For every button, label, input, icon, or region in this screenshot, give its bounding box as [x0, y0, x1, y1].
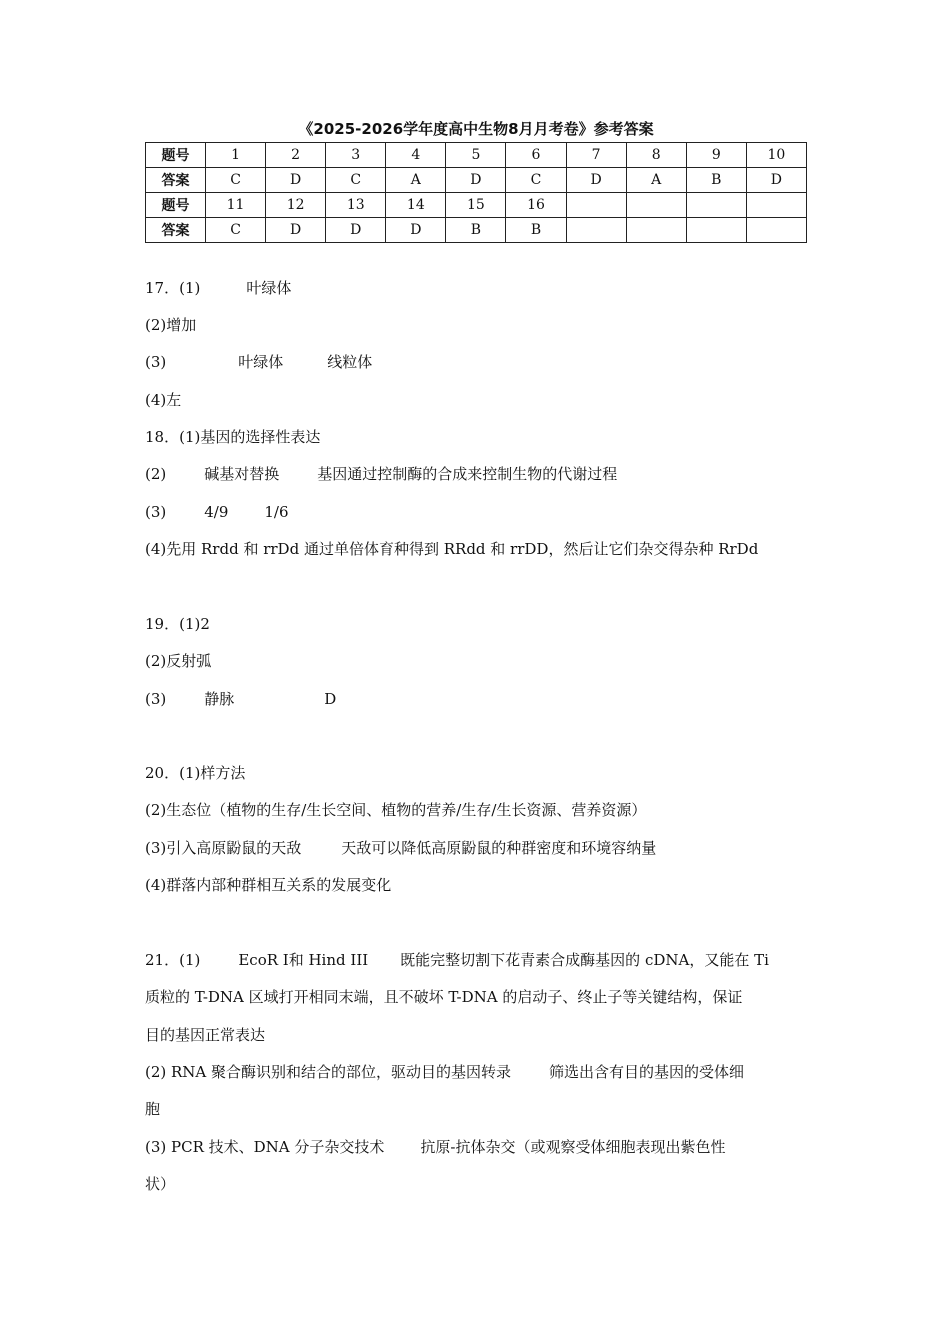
- q18-line2: [145, 464, 617, 484]
- q21-line7: 状）: [145, 1175, 176, 1193]
- table-cell: [626, 218, 686, 243]
- answer-number: (3): [145, 353, 167, 371]
- answer-text: D: [324, 690, 337, 708]
- answer-text: 线粒体: [327, 353, 373, 371]
- q17-line3: [145, 352, 372, 372]
- table-cell: [746, 218, 806, 243]
- table-cell: D: [446, 168, 506, 193]
- q20-line1: 20．(1)样方法: [145, 764, 246, 782]
- table-cell: B: [446, 218, 506, 243]
- table-row: [146, 168, 807, 193]
- table-cell: 10: [746, 143, 806, 168]
- answer-number: (3): [145, 503, 167, 521]
- table-cell: C: [206, 168, 266, 193]
- table-cell: 1: [206, 143, 266, 168]
- table-cell: D: [386, 218, 446, 243]
- table-cell: [686, 193, 746, 218]
- answer-text: 天敌可以降低高原鼢鼠的种群密度和环境容纳量: [341, 839, 657, 857]
- q20-line2: (2)生态位（植物的生存/生长空间、植物的营养/生存/生长资源、营养资源）: [145, 801, 647, 819]
- q19-line2: (2)反射弧: [145, 652, 212, 670]
- answer-text: 叶绿体: [246, 279, 292, 297]
- answer-number: 17．(1): [145, 279, 201, 297]
- table-cell: 14: [386, 193, 446, 218]
- table-cell: D: [326, 218, 386, 243]
- table-cell: D: [266, 168, 326, 193]
- table-cell: 9: [686, 143, 746, 168]
- q18-line4: (4)先用 Rrdd 和 rrDd 通过单倍体育种得到 RRdd 和 rrDD，然后让它们杂交得杂种 RrDd: [145, 540, 759, 558]
- table-row: [146, 143, 807, 168]
- q21-line4: [145, 1062, 744, 1082]
- row-header: 答案: [146, 168, 206, 193]
- table-cell: 2: [266, 143, 326, 168]
- q20-line3: [145, 838, 656, 858]
- table-cell: 8: [626, 143, 686, 168]
- answer-text: (2) RNA 聚合酶识别和结合的部位，驱动目的基因转录: [145, 1063, 512, 1081]
- q19-line1: 19．(1)2: [145, 615, 210, 633]
- q19-line3: [145, 689, 336, 709]
- answer-number: (3): [145, 690, 167, 708]
- table-cell: 3: [326, 143, 386, 168]
- row-header: 题号: [146, 193, 206, 218]
- table-cell: [566, 193, 626, 218]
- table-cell: A: [386, 168, 446, 193]
- table-cell: C: [326, 168, 386, 193]
- q20-line4: (4)群落内部种群相互关系的发展变化: [145, 876, 392, 894]
- q17-line1: [145, 278, 291, 298]
- answer-text: 碱基对替换: [204, 465, 280, 483]
- row-header: 答案: [146, 218, 206, 243]
- answer-text: 静脉: [204, 690, 235, 708]
- q17-line4: (4)左: [145, 391, 182, 409]
- table-row: [146, 193, 807, 218]
- answer-text: (3)引入高原鼢鼠的天敌: [145, 839, 302, 857]
- answer-text: 叶绿体: [238, 353, 284, 371]
- q21-line3: 目的基因正常表达: [145, 1026, 266, 1044]
- table-cell: 7: [566, 143, 626, 168]
- answer-table: [145, 142, 807, 243]
- answer-number: 21．(1): [145, 951, 201, 969]
- table-cell: 13: [326, 193, 386, 218]
- table-cell: [686, 218, 746, 243]
- table-cell: 4: [386, 143, 446, 168]
- table-cell: B: [686, 168, 746, 193]
- table-cell: [566, 218, 626, 243]
- q17-line2: (2)增加: [145, 316, 197, 334]
- answer-text: 4/9: [204, 503, 229, 521]
- table-cell: D: [266, 218, 326, 243]
- table-cell: [746, 193, 806, 218]
- q18-line3: [145, 502, 289, 522]
- table-cell: 6: [506, 143, 566, 168]
- table-cell: 16: [506, 193, 566, 218]
- q21-line6: [145, 1137, 725, 1157]
- answer-text: (3) PCR 技术、DNA 分子杂交技术: [145, 1138, 385, 1156]
- answer-text: 抗原-抗体杂交（或观察受体细胞表现出紫色性: [420, 1138, 726, 1156]
- answer-text: 筛选出含有目的基因的受体细: [549, 1063, 745, 1081]
- table-cell: A: [626, 168, 686, 193]
- table-row: [146, 218, 807, 243]
- answer-text: 基因通过控制酶的合成来控制生物的代谢过程: [317, 465, 618, 483]
- table-cell: C: [206, 218, 266, 243]
- page-title: 《2025-2026学年度高中生物8月月考卷》参考答案: [298, 120, 654, 138]
- table-cell: 11: [206, 193, 266, 218]
- table-cell: 5: [446, 143, 506, 168]
- table-cell: C: [506, 168, 566, 193]
- q18-line1: 18．(1)基因的选择性表达: [145, 428, 321, 446]
- answer-text: 既能完整切割下花青素合成酶基因的 cDNA，又能在 Ti: [400, 951, 769, 969]
- answer-text: 1/6: [264, 503, 289, 521]
- q21-line1: [145, 950, 769, 970]
- table-cell: B: [506, 218, 566, 243]
- table-cell: 12: [266, 193, 326, 218]
- table-cell: [626, 193, 686, 218]
- table-cell: D: [746, 168, 806, 193]
- row-header: 题号: [146, 143, 206, 168]
- q21-line2: 质粒的 T-DNA 区域打开相同末端，且不破坏 T-DNA 的启动子、终止子等关键结构，保证: [145, 988, 743, 1006]
- q21-line5: 胞: [145, 1100, 161, 1118]
- answer-number: (2): [145, 465, 167, 483]
- table-cell: D: [566, 168, 626, 193]
- answer-text: EcoR I和 Hind III: [238, 951, 369, 969]
- table-cell: 15: [446, 193, 506, 218]
